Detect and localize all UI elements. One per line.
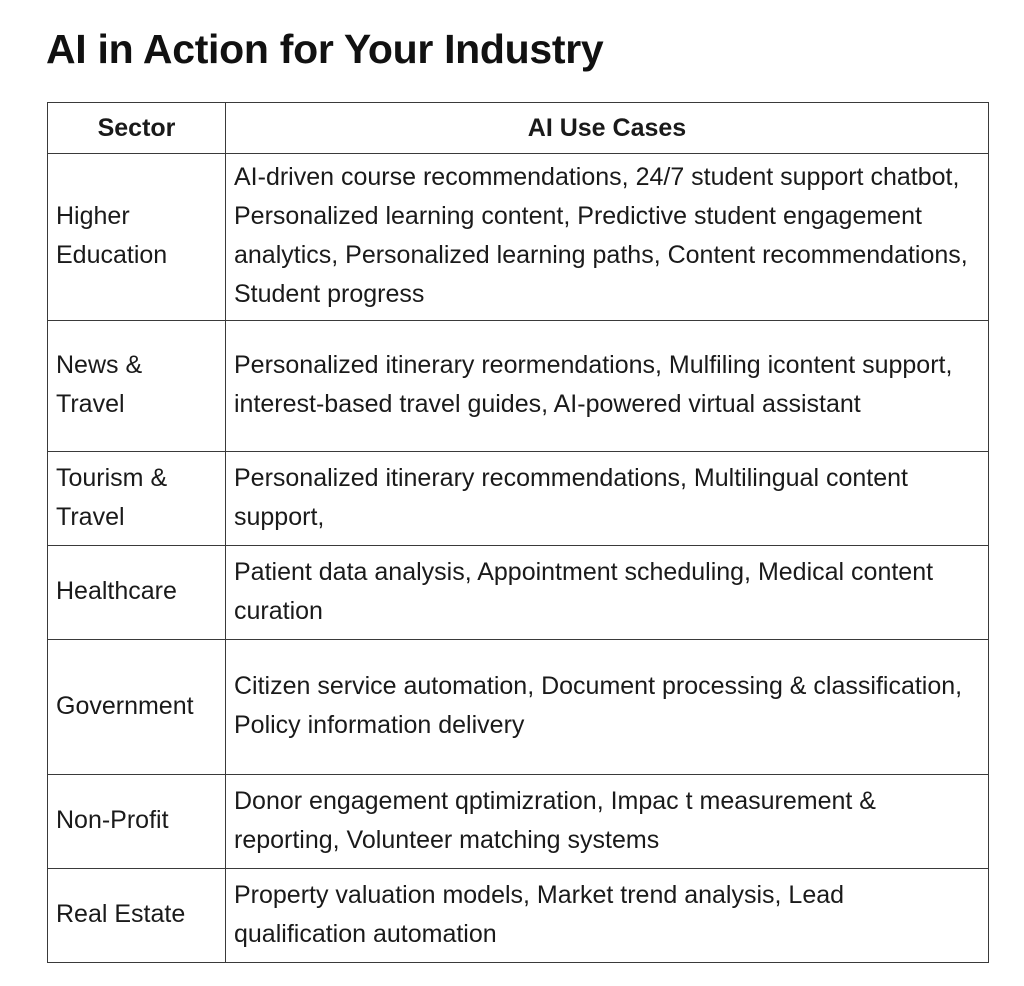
use-cases-cell-tourism-travel [226, 452, 989, 546]
column-header-use-cases: AI Use Cases [226, 103, 989, 154]
use-cases-cell-news-travel [226, 321, 989, 452]
table-header-row [48, 103, 989, 154]
use-cases-cell-non-profit [226, 775, 989, 869]
sector-cell-news-travel [48, 321, 226, 452]
sector-cell-non-profit [48, 775, 226, 869]
use-cases-cell-higher-education [226, 154, 989, 321]
sector-label: Tourism & Travel [56, 463, 168, 531]
table-row [48, 775, 989, 869]
use-cases-text: Citizen service automation, Document processing & classification, Policy information delivery [234, 672, 963, 739]
table-row [48, 154, 989, 321]
use-cases-text: Patient data analysis, Appointment scheduling, Medical content curation [234, 557, 934, 625]
table-row [48, 546, 989, 640]
use-cases-text: AI-driven course recommendations, 24/7 student support chatbot, Personalized learning content, Predictive student engagement analytics, Personalized learning paths, Content recommendations, Student progress [234, 163, 968, 308]
sector-label: News & Travel [56, 351, 143, 418]
use-cases-text: Personalized itinerary reormendations, Mulfiling icontent support, interest-based travel guides, AI-powered virtual assistant [234, 351, 953, 418]
sector-cell-healthcare [48, 546, 226, 640]
use-cases-text: Donor engagement qptimizration, Impac t measurement & reporting, Volunteer matching systems [234, 786, 876, 854]
sector-label: Higher Education [56, 202, 168, 269]
table-row [48, 321, 989, 452]
sector-cell-government [48, 640, 226, 775]
sector-cell-tourism-travel [48, 452, 226, 546]
page-title: AI in Action for Your Industry [46, 26, 604, 72]
use-cases-text: Personalized itinerary recommendations, Multilingual content support, [234, 463, 908, 531]
sector-label: Non-Profit [56, 806, 169, 834]
use-cases-cell-government [226, 640, 989, 775]
use-cases-cell-real-estate [226, 869, 989, 963]
sector-label: Government [56, 691, 194, 720]
sector-label: Real Estate [56, 900, 186, 928]
sector-cell-higher-education [48, 154, 226, 321]
table-row [48, 452, 989, 546]
table-row [48, 640, 989, 775]
industry-use-cases-table [47, 102, 989, 963]
table-row [48, 869, 989, 963]
sector-label: Healthcare [56, 577, 177, 605]
sector-cell-real-estate [48, 869, 226, 963]
use-cases-cell-healthcare [226, 546, 989, 640]
column-header-sector: Sector [48, 103, 226, 154]
use-cases-text: Property valuation models, Market trend analysis, Lead qualification automation [234, 880, 845, 948]
